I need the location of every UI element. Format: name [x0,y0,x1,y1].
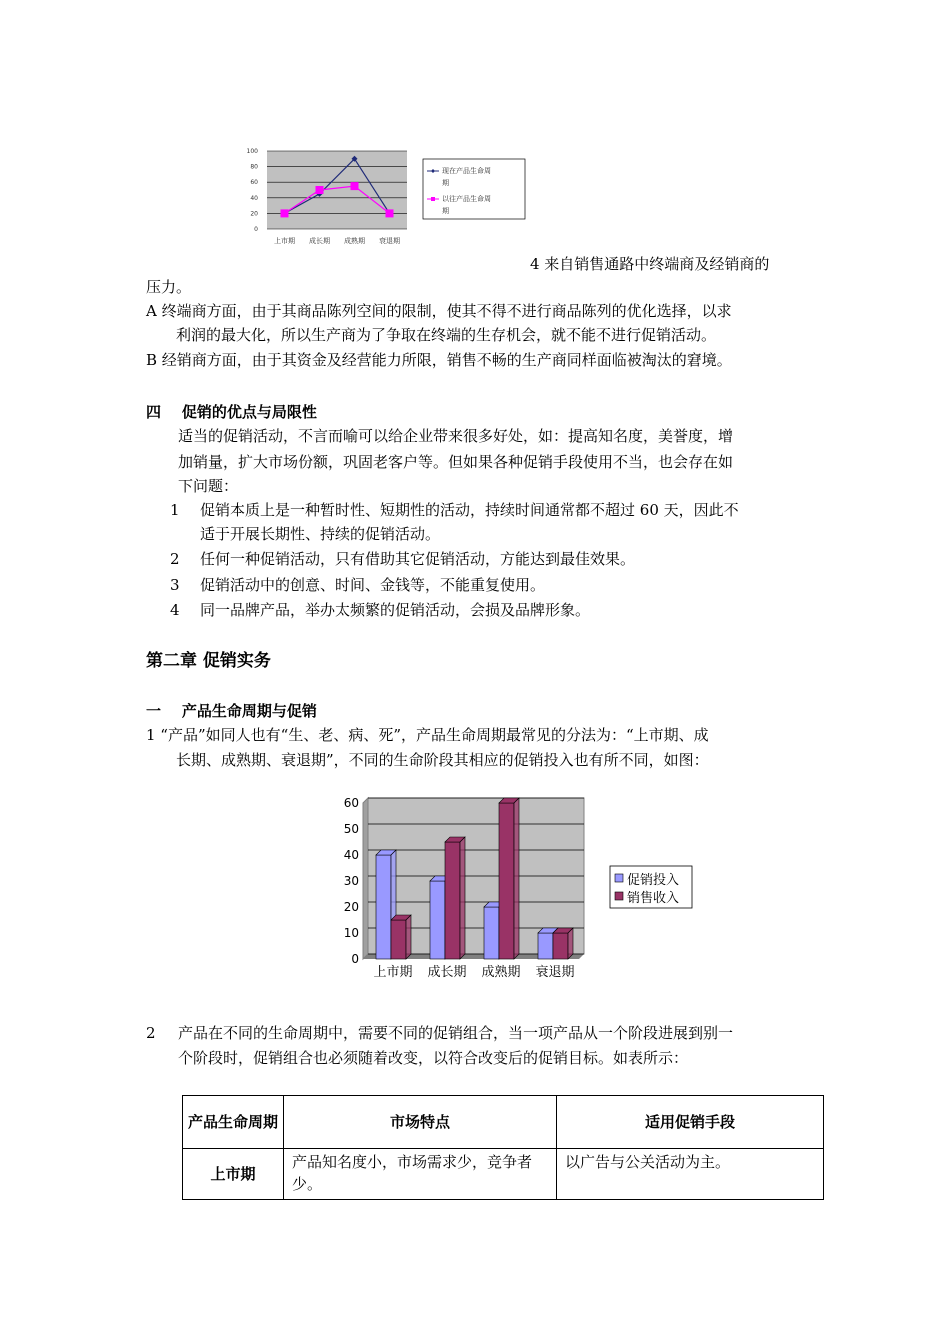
x-tick-label: 上市期 [274,237,295,245]
legend-label: 以往产品生命周 [442,195,491,203]
x-tick-label: 衰退期 [535,965,575,980]
legend-label: 期 [442,207,449,215]
bar [499,803,514,959]
y-tick-label: 80 [250,163,258,171]
y-tick-label: 40 [343,848,359,862]
legend-marker [431,197,435,201]
bar [445,842,460,959]
section-4-para-line1: 适当的促销活动，不言而喻可以给企业带来很多好处，如：提高知名度，美誉度，增 [178,427,734,445]
table-header-row [183,1096,824,1149]
legend-swatch [615,892,623,900]
y-tick-label: 60 [343,796,359,810]
legend-label: 促销投入 [627,873,680,888]
data-point [386,209,394,217]
lifecycle-line-chart [240,145,530,255]
para-2-number: 2 [146,1024,156,1042]
para-4-line2: 压力。 [146,278,192,296]
table-cell-stage: 上市期 [183,1149,284,1200]
legend-label: 销售收入 [627,891,680,906]
x-tick-label: 成长期 [309,237,330,245]
x-tick-label: 衰退期 [379,237,400,245]
para-a-line2: 利润的最大化，所以生产商为了争取在终端的生存机会，就不能不进行促销活动。 [176,326,717,344]
bar-side [460,837,465,959]
bar [553,933,568,959]
legend-label: 期 [442,179,449,187]
y-tick-label: 0 [254,226,258,233]
table-header-stage: 产品生命周期 [183,1096,284,1149]
section-4-heading: 四 促销的优点与局限性 [146,403,317,421]
chapter-2-heading: 第二章 促销实务 [146,651,271,671]
table-header-promo: 适用促销手段 [557,1096,824,1149]
para-b: B 经销商方面，由于其资金及经营能力所限，销售不畅的生产商同样面临被淘汰的窘境。 [146,351,732,369]
bar [484,907,499,959]
y-tick-label: 0 [351,952,359,966]
para-1-line1: 1 “产品”如同人也有“生、老、病、死”，产品生命周期最常见的分法为：“上市期、成 [146,726,709,744]
table-cell-market: 产品知名度小，市场需求少，竞争者少。 [284,1149,557,1200]
x-tick-label: 成熟期 [344,237,365,245]
data-point [316,186,324,194]
list-item-2-number: 2 [170,550,180,568]
data-point [281,209,289,217]
list-item-4-number: 4 [170,601,180,619]
para-2-line2: 个阶段时，促销组合也必须随着改变，以符合改变后的促销目标。如表所示： [178,1049,689,1067]
list-item-3-number: 3 [170,576,180,594]
list-item-4: 同一品牌产品，举办太频繁的促销活动，会损及品牌形象。 [200,601,591,619]
y-tick-label: 40 [250,194,258,202]
table-row [183,1149,824,1200]
para-1-line2: 长期、成熟期、衰退期”，不同的生命阶段其相应的促销投入也有所不同，如图： [176,751,709,769]
list-item-3: 促销活动中的创意、时间、金钱等，不能重复使用。 [200,576,546,594]
table-cell-promo: 以广告与公关活动为主。 [557,1149,824,1200]
bar [376,855,391,959]
bar-side [568,928,573,959]
promotion-bar-chart [340,790,700,980]
plot-wall [363,798,368,959]
x-tick-label: 上市期 [373,965,413,980]
data-point [351,182,359,190]
para-4-line1: 4 来自销售通路中终端商及经销商的 [530,255,770,273]
y-tick-label: 100 [246,148,258,155]
legend-swatch [615,874,623,882]
list-item-1-number: 1 [170,501,180,519]
y-tick-label: 20 [343,900,359,914]
section-4-para-line2: 加销量，扩大市场份额，巩固老客户等。但如果各种促销手段使用不当，也会存在如 [178,453,734,471]
list-item-2: 任何一种促销活动，只有借助其它促销活动，方能达到最佳效果。 [200,550,636,568]
x-tick-label: 成熟期 [481,965,521,980]
y-tick-label: 30 [343,874,359,888]
bar-side [514,798,519,959]
bar [538,933,553,959]
legend-label: 现在产品生命周 [442,167,491,175]
y-tick-label: 50 [343,822,359,836]
bar [391,920,406,959]
bar [430,881,445,959]
table-header-market: 市场特点 [284,1096,557,1149]
lifecycle-promotion-table [182,1095,824,1200]
y-tick-label: 20 [250,210,258,218]
y-tick-label: 10 [343,926,359,940]
list-item-1-line2: 适于开展长期性、持续的促销活动。 [200,525,441,543]
para-2-line1: 产品在不同的生命周期中，需要不同的促销组合，当一项产品从一个阶段进展到别一 [178,1024,734,1042]
para-a-line1: A 终端商方面，由于其商品陈列空间的限制，使其不得不进行商品陈列的优化选择，以求 [146,302,732,320]
bar-side [406,915,411,959]
section-1-heading: 一 产品生命周期与促销 [146,702,317,720]
x-tick-label: 成长期 [427,965,467,980]
y-tick-label: 60 [250,179,258,187]
list-item-1-line1: 促销本质上是一种暂时性、短期性的活动，持续时间通常都不超过 60 天，因此不 [200,501,739,519]
section-4-para-line3: 下问题： [178,477,239,495]
